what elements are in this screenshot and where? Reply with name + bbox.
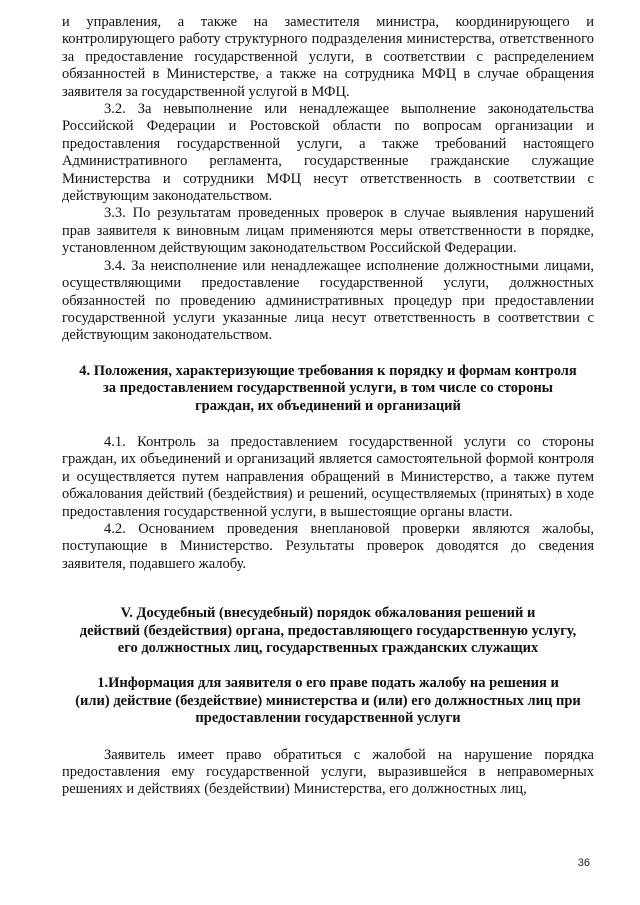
heading-line: действий (бездействия) органа, предоставляющего государственную услугу, bbox=[79, 622, 577, 639]
paragraph-3-4: 3.4. За неисполнение или ненадлежащее исполнение должностными лицами, осуществляющими предоставление государственной услуги, должностных обязанностей по проведению административных процедур при предоставлении государственной услуги указанные лица несут ответственность в соответствии с действующим законодательством. bbox=[62, 257, 594, 344]
heading-line: за предоставлением государственной услуги, в том числе со стороны bbox=[102, 380, 554, 397]
heading-line: 1.Информация для заявителя о его праве подать жалобу на решения и bbox=[97, 675, 559, 692]
paragraph-4-1: 4.1. Контроль за предоставлением государственной услуги со стороны граждан, их объединений и организаций является самостоятельной формой контроля и осуществляется путем направления обращений в Министерство, а также путем обжалования действий (бездействия) и решений, осуществляемых (принятых) в ходе предоставления государственной услуги, в вышестоящие органы власти. bbox=[62, 433, 594, 520]
heading-line: предоставлении государственной услуги bbox=[195, 710, 461, 727]
paragraph-3-2: 3.2. За невыполнение или ненадлежащее выполнение законодательства Российской Федерации и Ростовской области по вопросам организации и предоставления государственной услуги, а также требований настоящего Административного регламента, государственные гражданские служащие Министерства и сотрудники МФЦ несут ответственность в соответствии с действующим законодательством. bbox=[62, 101, 594, 205]
paragraph-continuation: и управления, а также на заместителя министра, координирующего и контролирующего работу структурного подразделения министерства, ответственного за предоставление государственной услуги, в соответствии с распределением обязанностей в Министерстве, а также на сотрудника МФЦ в случае обращения заявителя за государственной услугой в МФЦ. bbox=[62, 14, 594, 100]
paragraph-3-3: 3.3. По результатам проведенных проверок в случае выявления нарушений прав заявителя к виновным лицам применяются меры ответственности в порядке, установленном действующим законодательством Российской Федерации. bbox=[62, 205, 594, 257]
heading-line: его должностных лиц, государственных гражданских служащих bbox=[117, 640, 539, 656]
heading-line: (или) действие (бездействие) министерства и (или) его должностных лиц при bbox=[75, 692, 581, 709]
heading-line: V. Досудебный (внесудебный) порядок обжалования решений и bbox=[120, 605, 536, 622]
subsection-1-heading bbox=[62, 675, 594, 727]
heading-line: граждан, их объединений и организаций bbox=[195, 397, 461, 414]
section-5-heading bbox=[62, 605, 594, 657]
page-number: 36 bbox=[577, 857, 590, 869]
page-body bbox=[62, 14, 594, 799]
paragraph-4-2: 4.2. Основанием проведения внеплановой проверки являются жалобы, поступающие в Министерство. Результаты проверок доводятся до сведения заявителя, подавшего жалобу. bbox=[62, 520, 594, 572]
paragraph-appeal-right: Заявитель имеет право обратиться с жалобой на нарушение порядка предоставления ему государственной услуги, выразившейся в неправомерных решениях и действиях (бездействии) Министерства, его должностных лиц, bbox=[62, 746, 594, 798]
section-4-heading bbox=[62, 363, 594, 415]
heading-line: 4. Положения, характеризующие требования к порядку и формам контроля bbox=[79, 362, 577, 379]
